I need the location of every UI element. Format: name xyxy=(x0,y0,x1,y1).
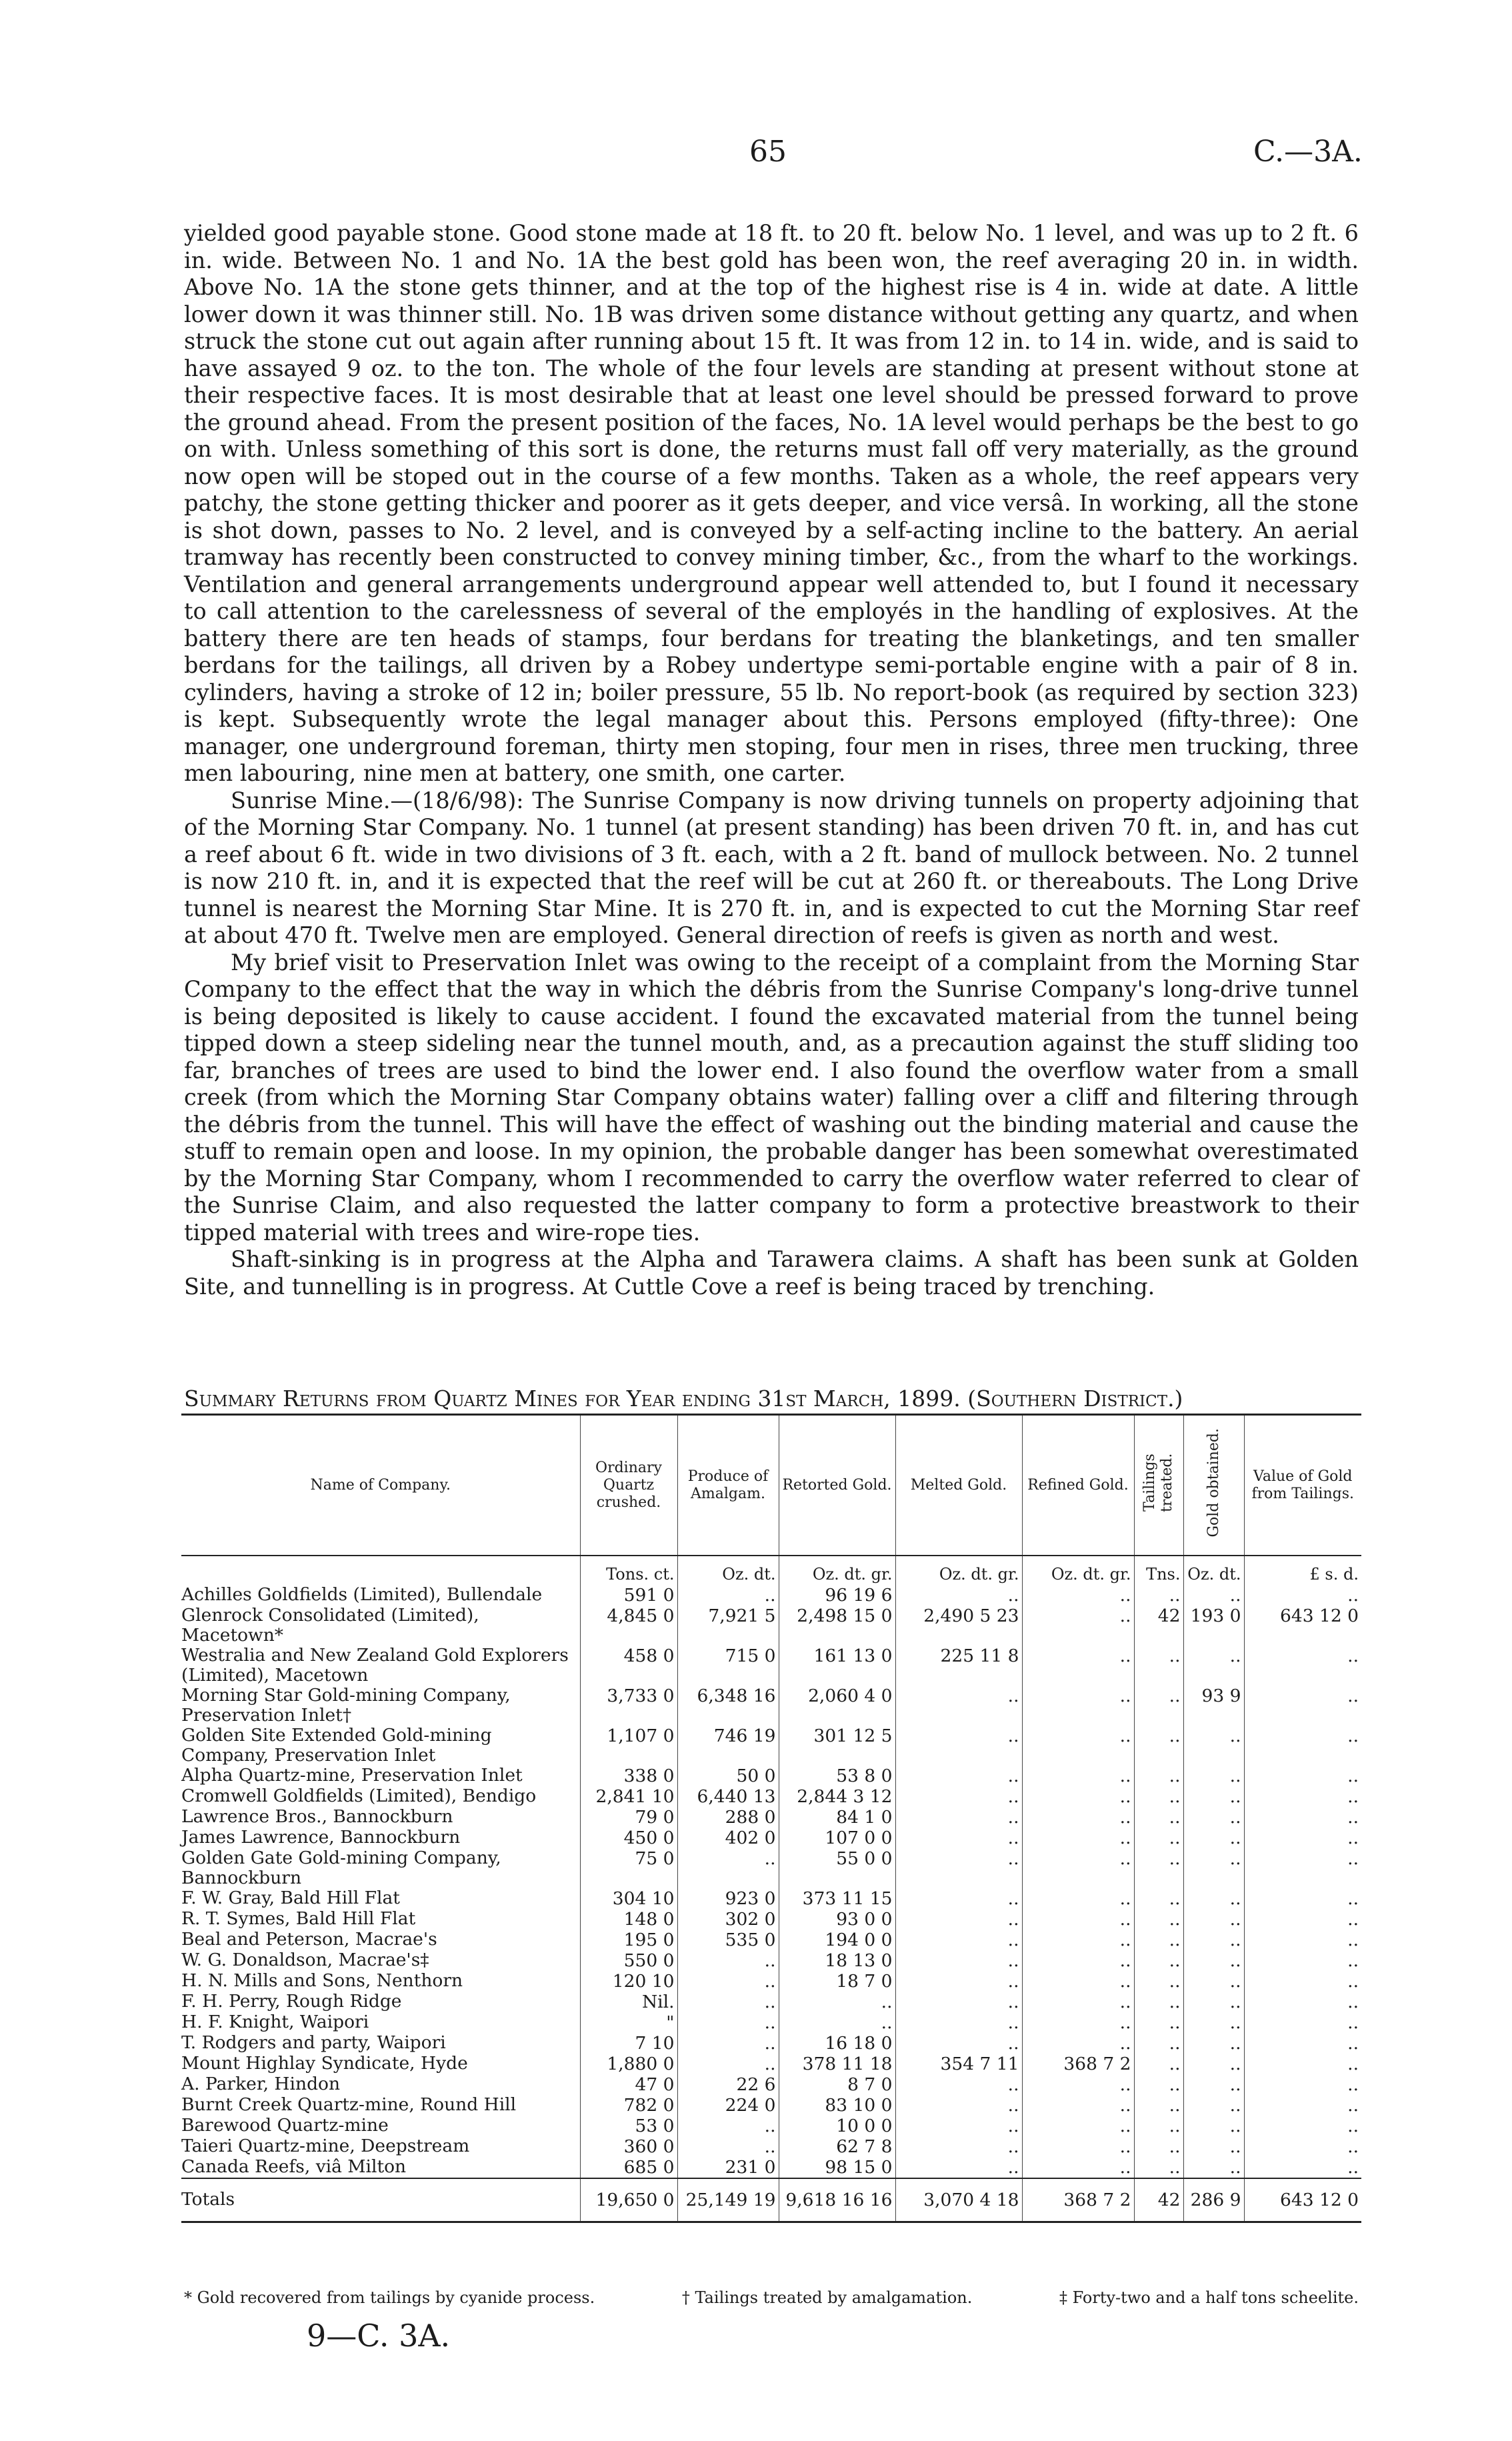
table-row xyxy=(181,1807,1361,1828)
table-cell: .. xyxy=(1244,2074,1361,2095)
table-cell: 923 0 xyxy=(677,1888,779,1909)
table-cell: 42 xyxy=(1134,1606,1183,1646)
table-cell: 6,348 16 xyxy=(677,1686,779,1726)
table-cell: .. xyxy=(1134,1950,1183,1971)
table-cell: .. xyxy=(1134,2033,1183,2054)
table-cell: .. xyxy=(1022,1766,1134,1786)
company-name: Cromwell Goldfields (Limited), Bendigo xyxy=(181,1786,537,1806)
table-cell: .. xyxy=(1022,1606,1134,1646)
table-cell: 338 0 xyxy=(580,1766,677,1786)
table-cell: 84 1 0 xyxy=(779,1807,895,1828)
table-cell: 83 10 0 xyxy=(779,2095,895,2116)
table-cell: .. xyxy=(1244,1646,1361,1686)
table-header-row xyxy=(181,1415,1361,1556)
table-cell: .. xyxy=(1022,1686,1134,1726)
table-cell: 302 0 xyxy=(677,1909,779,1930)
unit-cell: Oz. dt. xyxy=(677,1556,779,1585)
table-cell: .. xyxy=(1183,2116,1244,2136)
table-row xyxy=(181,1971,1361,1992)
table-cell: .. xyxy=(1183,2012,1244,2033)
table-cell: .. xyxy=(1244,1807,1361,1828)
table-cell: 231 0 xyxy=(677,2157,779,2178)
table-cell: 715 0 xyxy=(677,1646,779,1686)
table-cell: .. xyxy=(1183,1726,1244,1766)
totals-cell: 9,618 16 16 xyxy=(779,2178,895,2222)
company-name: H. F. Knight, Waipori xyxy=(181,2012,369,2032)
table-cell: 2,060 4 0 xyxy=(779,1686,895,1726)
table-cell: 22 6 xyxy=(677,2074,779,2095)
table-cell: 55 0 0 xyxy=(779,1848,895,1888)
units-row xyxy=(181,1556,1361,1585)
table-cell: .. xyxy=(677,1950,779,1971)
unit-cell: Tons. ct. xyxy=(580,1556,677,1585)
table-cell: 194 0 0 xyxy=(779,1930,895,1950)
company-name: Mount Highlay Syndicate, Hyde xyxy=(181,2053,468,2074)
table-cell: .. xyxy=(895,1930,1022,1950)
table-cell: .. xyxy=(1022,2033,1134,2054)
column-header: Melted Gold. xyxy=(895,1415,1022,1556)
table-cell: .. xyxy=(895,1950,1022,1971)
table-cell: 4,845 0 xyxy=(580,1606,677,1646)
table-cell: .. xyxy=(1134,2157,1183,2178)
table-cell: .. xyxy=(779,2012,895,2033)
table-cell: .. xyxy=(1244,2012,1361,2033)
company-name: Glenrock Consolidated (Limited), Macetown* xyxy=(181,1605,479,1646)
column-header: Produce of Amalgam. xyxy=(677,1415,779,1556)
table-cell: .. xyxy=(895,1992,1022,2012)
table-row xyxy=(181,1888,1361,1909)
table-cell: .. xyxy=(779,1992,895,2012)
paragraph: Shaft-sinking is in progress at the Alpha and Tarawera claims. A shaft has been sunk at Golden Site, and tunnelling is in progress. At Cuttle Cove a reef is being traced by trenching. xyxy=(184,1246,1359,1300)
table-cell: .. xyxy=(1022,1950,1134,1971)
table-cell: 3,733 0 xyxy=(580,1686,677,1726)
table-cell: 10 0 0 xyxy=(779,2116,895,2136)
table-cell: .. xyxy=(1244,1992,1361,2012)
table-row xyxy=(181,1585,1361,1606)
table-cell: 53 0 xyxy=(580,2116,677,2136)
table-cell: 16 18 0 xyxy=(779,2033,895,2054)
table-cell: .. xyxy=(1022,1786,1134,1807)
table-cell: 98 15 0 xyxy=(779,2157,895,2178)
table-row xyxy=(181,1686,1361,1726)
table-cell: 6,440 13 xyxy=(677,1786,779,1807)
table-cell: 458 0 xyxy=(580,1646,677,1686)
table-cell: .. xyxy=(895,1807,1022,1828)
footnotes xyxy=(184,2288,1359,2307)
table-cell: .. xyxy=(1183,1646,1244,1686)
company-name: F. H. Perry, Rough Ridge xyxy=(181,1991,402,2012)
table-cell: 193 0 xyxy=(1183,1606,1244,1646)
table-title: Summary Returns from Quartz Mines for Year ending 31st March, 1899. (Southern District.) xyxy=(184,1386,1183,1412)
table-cell: .. xyxy=(1183,2074,1244,2095)
table-cell: .. xyxy=(1244,1848,1361,1888)
table-cell: 354 7 11 xyxy=(895,2054,1022,2074)
table-row xyxy=(181,1646,1361,1686)
table-cell: .. xyxy=(1183,1807,1244,1828)
company-name: James Lawrence, Bannockburn xyxy=(181,1827,461,1848)
table-cell: 75 0 xyxy=(580,1848,677,1888)
table-cell: .. xyxy=(1022,2074,1134,2095)
table-cell: .. xyxy=(1244,2033,1361,2054)
column-header: Value of Gold from Tailings. xyxy=(1244,1415,1361,1556)
table-cell: .. xyxy=(1134,1585,1183,1606)
company-name: Lawrence Bros., Bannockburn xyxy=(181,1806,453,1827)
unit-cell: Tns. xyxy=(1134,1556,1183,1585)
table-cell: 1,880 0 xyxy=(580,2054,677,2074)
table-cell: " xyxy=(580,2012,677,2033)
table-cell: .. xyxy=(895,1686,1022,1726)
table-cell: .. xyxy=(1244,1686,1361,1726)
table-row xyxy=(181,2012,1361,2033)
totals-cell: 286 9 xyxy=(1183,2178,1244,2222)
table-cell: .. xyxy=(677,1992,779,2012)
table-cell: .. xyxy=(895,1766,1022,1786)
table-cell: .. xyxy=(1244,1585,1361,1606)
column-header: Refined Gold. xyxy=(1022,1415,1134,1556)
table-cell: 18 13 0 xyxy=(779,1950,895,1971)
table-cell: .. xyxy=(1244,1786,1361,1807)
table-cell: .. xyxy=(1183,1971,1244,1992)
table-cell: .. xyxy=(895,1909,1022,1930)
table-cell: 550 0 xyxy=(580,1950,677,1971)
table-cell: 450 0 xyxy=(580,1828,677,1848)
unit-cell: Oz. dt. gr. xyxy=(895,1556,1022,1585)
table-row xyxy=(181,1766,1361,1786)
table-cell: 304 10 xyxy=(580,1888,677,1909)
table-cell: 402 0 xyxy=(677,1828,779,1848)
table-cell: .. xyxy=(1244,1766,1361,1786)
table-cell: .. xyxy=(1183,2054,1244,2074)
table-cell: 79 0 xyxy=(580,1807,677,1828)
table-cell: 18 7 0 xyxy=(779,1971,895,1992)
table-cell: .. xyxy=(1134,2074,1183,2095)
table-cell: .. xyxy=(1244,1828,1361,1848)
table-cell: .. xyxy=(1022,1930,1134,1950)
table-cell: .. xyxy=(895,1726,1022,1766)
table-cell: .. xyxy=(1183,1992,1244,2012)
table-cell: 591 0 xyxy=(580,1585,677,1606)
table-cell: .. xyxy=(1134,2116,1183,2136)
table-cell: .. xyxy=(895,2074,1022,2095)
table-cell: .. xyxy=(895,1971,1022,1992)
table-cell: 2,490 5 23 xyxy=(895,1606,1022,1646)
table-cell: .. xyxy=(1022,1971,1134,1992)
table-cell: .. xyxy=(1183,1766,1244,1786)
table-cell: .. xyxy=(677,2054,779,2074)
report-body xyxy=(184,220,1359,1300)
table-cell: 373 11 15 xyxy=(779,1888,895,1909)
table-cell: .. xyxy=(1134,2095,1183,2116)
table-cell: Nil. xyxy=(580,1992,677,2012)
table-cell: .. xyxy=(1244,2095,1361,2116)
company-name: T. Rodgers and party, Waipori xyxy=(181,2032,446,2053)
table-cell: 2,498 15 0 xyxy=(779,1606,895,1646)
table-cell: .. xyxy=(1183,1950,1244,1971)
company-name: Morning Star Gold-mining Company, Preservation Inlet† xyxy=(181,1685,511,1726)
table-cell: .. xyxy=(677,2033,779,2054)
table-cell: .. xyxy=(1022,2095,1134,2116)
table-cell: .. xyxy=(1022,1888,1134,1909)
table-row xyxy=(181,1909,1361,1930)
table-cell: .. xyxy=(677,1585,779,1606)
table-cell: 62 7 8 xyxy=(779,2136,895,2157)
table-cell: .. xyxy=(1022,1992,1134,2012)
table-cell: .. xyxy=(1244,2157,1361,2178)
table-cell: .. xyxy=(895,1585,1022,1606)
table-row xyxy=(181,2095,1361,2116)
table-row xyxy=(181,1950,1361,1971)
table-row xyxy=(181,2157,1361,2178)
table-cell: .. xyxy=(1022,1848,1134,1888)
table-cell: .. xyxy=(895,1888,1022,1909)
company-name: Canada Reefs, viâ Milton xyxy=(181,2156,407,2177)
table-cell: .. xyxy=(895,2012,1022,2033)
footnote: † Tailings treated by amalgamation. xyxy=(681,2288,973,2307)
table-cell: .. xyxy=(1134,2012,1183,2033)
table-cell: 47 0 xyxy=(580,2074,677,2095)
unit-cell: Oz. dt. gr. xyxy=(779,1556,895,1585)
table-cell: .. xyxy=(1134,1909,1183,1930)
footnote: ‡ Forty-two and a half tons scheelite. xyxy=(1059,2288,1359,2307)
totals-cell: 25,149 19 xyxy=(677,2178,779,2222)
totals-row xyxy=(181,2178,1361,2222)
table-cell: .. xyxy=(1022,2157,1134,2178)
table-row xyxy=(181,2074,1361,2095)
summary-returns-table xyxy=(181,1414,1361,2223)
table-cell: .. xyxy=(1183,1828,1244,1848)
table-cell: 288 0 xyxy=(677,1807,779,1828)
table-cell: .. xyxy=(1244,1909,1361,1930)
table-cell: 378 11 18 xyxy=(779,2054,895,2074)
table-row xyxy=(181,1606,1361,1646)
table-cell: .. xyxy=(1022,1585,1134,1606)
table-cell: .. xyxy=(677,2116,779,2136)
company-name: Alpha Quartz-mine, Preservation Inlet xyxy=(181,1765,523,1786)
table-cell: 53 8 0 xyxy=(779,1766,895,1786)
table-row xyxy=(181,2116,1361,2136)
table-cell: .. xyxy=(677,2136,779,2157)
table-cell: .. xyxy=(1022,2136,1134,2157)
table-cell: 301 12 5 xyxy=(779,1726,895,1766)
table-row xyxy=(181,1930,1361,1950)
table-cell: .. xyxy=(1183,2095,1244,2116)
paragraph: Sunrise Mine.—(18/6/98): The Sunrise Company is now driving tunnels on property adjoining that of the Morning Star Company. No. 1 tunnel (at present standing) has been driven 70 ft. in, and has cut a reef about 6 ft. wide in two divisions of 3 ft. each, with a 2 ft. band of mullock between. No. 2 tunnel is now 210 ft. in, and it is expected that the reef will be cut at 260 ft. or thereabouts. The Long Drive tunnel is nearest the Morning Star Mine. It is 270 ft. in, and is expected to cut the Morning Star reef at about 470 ft. Twelve men are employed. General direction of reefs is given as north and west. xyxy=(184,787,1359,948)
table-cell: 161 13 0 xyxy=(779,1646,895,1686)
table-cell: .. xyxy=(1244,1930,1361,1950)
table-cell: .. xyxy=(1134,1848,1183,1888)
table-cell: 8 7 0 xyxy=(779,2074,895,2095)
totals-label: Totals xyxy=(181,2178,580,2222)
unit-cell: Oz. dt. xyxy=(1183,1556,1244,1585)
table-cell: 1,107 0 xyxy=(580,1726,677,1766)
table-cell: 2,841 10 xyxy=(580,1786,677,1807)
table-cell: .. xyxy=(1022,1807,1134,1828)
column-header: Ordinary Quartz crushed. xyxy=(580,1415,677,1556)
table-cell: .. xyxy=(1022,1726,1134,1766)
table-cell: .. xyxy=(1134,1888,1183,1909)
table-cell: .. xyxy=(1134,1971,1183,1992)
table-cell: .. xyxy=(1183,2033,1244,2054)
unit-cell xyxy=(181,1556,580,1585)
table-cell: .. xyxy=(1134,2136,1183,2157)
document-reference: C.—3A. xyxy=(1253,135,1363,169)
company-name: H. N. Mills and Sons, Nenthorn xyxy=(181,1970,463,1991)
table-cell: .. xyxy=(1134,1828,1183,1848)
table-cell: .. xyxy=(1244,1971,1361,1992)
table-cell: 195 0 xyxy=(580,1930,677,1950)
signature-mark: 9—C. 3A. xyxy=(307,2318,451,2354)
table-cell: 7,921 5 xyxy=(677,1606,779,1646)
column-header: Name of Company. xyxy=(181,1415,580,1556)
table-cell: .. xyxy=(1134,1786,1183,1807)
table-cell: .. xyxy=(1183,1888,1244,1909)
table-row xyxy=(181,2033,1361,2054)
table-cell: 120 10 xyxy=(580,1971,677,1992)
totals-cell: 643 12 0 xyxy=(1244,2178,1361,2222)
table-cell: 96 19 6 xyxy=(779,1585,895,1606)
table-cell: .. xyxy=(1183,2136,1244,2157)
table-cell: .. xyxy=(1183,1930,1244,1950)
company-name: Golden Site Extended Gold-mining Company, Preservation Inlet xyxy=(181,1725,492,1766)
table-cell: .. xyxy=(895,2033,1022,2054)
table-cell: .. xyxy=(677,2012,779,2033)
company-name: Beal and Peterson, Macrae's xyxy=(181,1929,437,1950)
column-header: Tailings treated. xyxy=(1134,1415,1183,1556)
footnote: * Gold recovered from tailings by cyanide process. xyxy=(184,2288,595,2307)
table-cell: .. xyxy=(1244,1726,1361,1766)
table-cell: 50 0 xyxy=(677,1766,779,1786)
table-cell: 93 9 xyxy=(1183,1686,1244,1726)
totals-cell: 42 xyxy=(1134,2178,1183,2222)
page-number: 65 xyxy=(749,135,787,169)
table-cell: 643 12 0 xyxy=(1244,1606,1361,1646)
table-cell: 368 7 2 xyxy=(1022,2054,1134,2074)
company-name: Barewood Quartz-mine xyxy=(181,2115,389,2136)
column-header: Retorted Gold. xyxy=(779,1415,895,1556)
table-cell: .. xyxy=(1244,2116,1361,2136)
table-cell: .. xyxy=(677,1971,779,1992)
table-cell: .. xyxy=(895,2116,1022,2136)
table-cell: .. xyxy=(1183,1585,1244,1606)
totals-cell: 3,070 4 18 xyxy=(895,2178,1022,2222)
table-cell: 782 0 xyxy=(580,2095,677,2116)
table-row xyxy=(181,2054,1361,2074)
totals-cell: 19,650 0 xyxy=(580,2178,677,2222)
company-name: Achilles Goldfields (Limited), Bullendale xyxy=(181,1584,543,1605)
company-name: Golden Gate Gold-mining Company, Bannockburn xyxy=(181,1848,501,1888)
unit-cell: £ s. d. xyxy=(1244,1556,1361,1585)
table-cell: 7 10 xyxy=(580,2033,677,2054)
table-cell: 224 0 xyxy=(677,2095,779,2116)
company-name: A. Parker, Hindon xyxy=(181,2074,341,2094)
unit-cell: Oz. dt. gr. xyxy=(1022,1556,1134,1585)
table-row xyxy=(181,1786,1361,1807)
table-cell: .. xyxy=(1022,1828,1134,1848)
table-cell: 535 0 xyxy=(677,1930,779,1950)
paragraph: My brief visit to Preservation Inlet was owing to the receipt of a complaint from the Morning Star Company to the effect that the way in which the débris from the Sunrise Company's long-drive tunnel is being deposited is likely to cause accident. I found the excavated material from the tunnel being tipped down a steep sideling near the tunnel mouth, and, as a precaution against the stuff sliding too far, branches of trees are used to bind the lower end. I also found the overflow water from a small creek (from which the Morning Star Company obtains water) falling over a cliff and filtering through the débris from the tunnel. This will have the effect of washing out the binding material and cause the stuff to remain open and loose. In my opinion, the probable danger has been somewhat overestimated by the Morning Star Company, whom I recommended to carry the overflow water referred to clear of the Sunrise Claim, and also requested the latter company to form a protective breastwork to their tipped material with trees and wire-rope ties. xyxy=(184,949,1359,1246)
table-cell: 148 0 xyxy=(580,1909,677,1930)
table-cell: .. xyxy=(1134,2054,1183,2074)
table-row xyxy=(181,1726,1361,1766)
table-cell: .. xyxy=(1134,1726,1183,1766)
company-name: Burnt Creek Quartz-mine, Round Hill xyxy=(181,2094,517,2115)
table-cell: .. xyxy=(1244,2136,1361,2157)
table-cell: 746 19 xyxy=(677,1726,779,1766)
table-cell: .. xyxy=(1134,1992,1183,2012)
table-cell: .. xyxy=(1183,1786,1244,1807)
table-cell: .. xyxy=(1134,1930,1183,1950)
company-name: Taieri Quartz-mine, Deepstream xyxy=(181,2136,470,2156)
table-row xyxy=(181,2136,1361,2157)
table-cell: .. xyxy=(1134,1807,1183,1828)
table-row xyxy=(181,1992,1361,2012)
table-cell: .. xyxy=(1244,1888,1361,1909)
table-cell: .. xyxy=(1022,1909,1134,1930)
paragraph: yielded good payable stone. Good stone made at 18 ft. to 20 ft. below No. 1 level, and was up to 2 ft. 6 in. wide. Between No. 1 and No. 1A the best gold has been won, the reef averaging 20 in. in width. Above No. 1A the stone gets thinner, and at the top of the highest rise is 4 in. wide at date. A little lower down it was thinner still. No. 1B was driven some distance without getting any quartz, and when struck the stone cut out again after running about 15 ft. It was from 12 in. to 14 in. wide, and is said to have assayed 9 oz. to the ton. The whole of the four levels are standing at present without stone at their respective faces. It is most desirable that at least one level should be pressed forward to prove the ground ahead. From the present position of the faces, No. 1A level would perhaps be the best to go on with. Unless something of this sort is done, the returns must fall off very materially, as the ground now open will be stoped out in the course of a few months. Taken as a whole, the reef appears very patchy, the stone getting thicker and poorer as it gets deeper, and vice versâ. In working, all the stone is shot down, passes to No. 2 level, and is conveyed by a self-acting incline to the battery. An aerial tramway has recently been constructed to convey mining timber, &c., from the wharf to the workings. Ventilation and general arrangements underground appear well attended to, but I found it necessary to call attention to the carelessness of several of the employés in the handling of explosives. At the battery there are ten heads of stamps, four berdans for treating the blanketings, and ten smaller berdans for the tailings, all driven by a Robey undertype semi-portable engine with a pair of 8 in. cylinders, having a stroke of 12 in; boiler pressure, 55 lb. No report-book (as required by section 323) is kept. Subsequently wrote the legal manager about this. Persons employed (fifty-three): One manager, one underground foreman, thirty men stoping, four men in rises, three men trucking, three men labouring, nine men at battery, one smith, one carter. xyxy=(184,220,1359,786)
company-name: W. G. Donaldson, Macrae's‡ xyxy=(181,1950,429,1970)
table-cell: .. xyxy=(895,1828,1022,1848)
table-cell: 360 0 xyxy=(580,2136,677,2157)
table-cell: .. xyxy=(1134,1646,1183,1686)
company-name: Westralia and New Zealand Gold Explorers (Limited), Macetown xyxy=(181,1645,569,1686)
table-cell: .. xyxy=(1183,1848,1244,1888)
column-header: Gold obtained. xyxy=(1183,1415,1244,1556)
table-cell: .. xyxy=(895,1848,1022,1888)
table-cell: .. xyxy=(1134,1766,1183,1786)
table-cell: .. xyxy=(1183,2157,1244,2178)
table-row xyxy=(181,1848,1361,1888)
table-cell: 685 0 xyxy=(580,2157,677,2178)
table-cell: .. xyxy=(1134,1686,1183,1726)
table-cell: .. xyxy=(1022,2116,1134,2136)
totals-cell: 368 7 2 xyxy=(1022,2178,1134,2222)
table-cell: .. xyxy=(677,1848,779,1888)
table-cell: .. xyxy=(895,2136,1022,2157)
table-cell: .. xyxy=(1244,1950,1361,1971)
company-name: R. T. Symes, Bald Hill Flat xyxy=(181,1908,416,1929)
table-cell: .. xyxy=(1022,1646,1134,1686)
table-cell: 93 0 0 xyxy=(779,1909,895,1930)
table-cell: .. xyxy=(895,2157,1022,2178)
table-cell: .. xyxy=(895,2095,1022,2116)
table-cell: 225 11 8 xyxy=(895,1646,1022,1686)
table-cell: 107 0 0 xyxy=(779,1828,895,1848)
table-cell: .. xyxy=(1022,2012,1134,2033)
table-cell: 2,844 3 12 xyxy=(779,1786,895,1807)
table-row xyxy=(181,1828,1361,1848)
company-name: F. W. Gray, Bald Hill Flat xyxy=(181,1888,400,1908)
table-cell: .. xyxy=(1183,1909,1244,1930)
table-cell: .. xyxy=(895,1786,1022,1807)
table-cell: .. xyxy=(1244,2054,1361,2074)
